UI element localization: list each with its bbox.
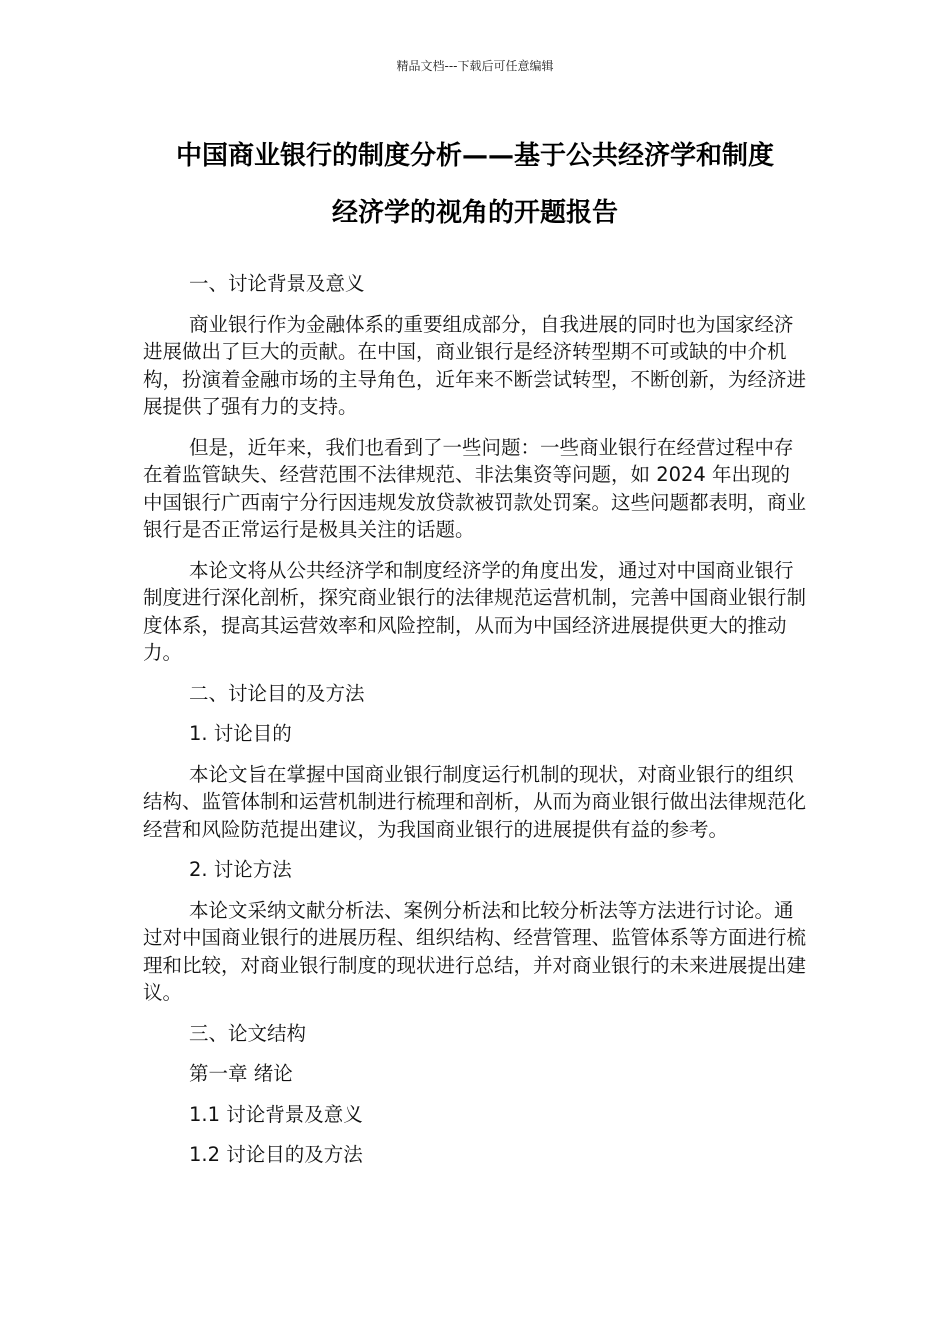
document-body [143,270,807,1182]
subsection-heading: 2. 讨论方法 [189,858,292,881]
title-line-1: 中国商业银行的制度分析——基于公共经济学和制度 [175,141,774,171]
section-heading: 三、论文结构 [189,1021,307,1045]
outline-item: 1.2 讨论目的及方法 [189,1143,363,1166]
paragraph: 本论文采纳文献分析法、案例分析法和比较分析法等方法进行讨论。通过对中国商业银行的进展历程、组织结构、经营管理、监管体系等方面进行梳理和比较，对商业银行制度的现状进行总结，并对商业银行的未来进展提出建议。 [143,898,807,1004]
chapter-heading: 第一章 绪论 [189,1062,293,1085]
paragraph: 本论文将从公共经济学和制度经济学的角度出发，通过对中国商业银行制度进行深化剖析，探究商业银行的法律规范运营机制，完善中国商业银行制度体系，提高其运营效率和风险控制，从而为中国经济进展提供更大的推动力。 [143,558,807,664]
outline-item: 1.1 讨论背景及意义 [189,1102,363,1126]
page-header: 精品文档---下载后可任意编辑 [396,59,554,73]
subsection-heading: 1. 讨论目的 [189,722,292,745]
section-heading: 一、讨论背景及意义 [189,272,365,295]
paragraph: 本论文旨在掌握中国商业银行制度运行机制的现状，对商业银行的组织结构、监管体制和运营机制进行梳理和剖析，从而为商业银行做出法律规范化经营和风险防范提出建议，为我国商业银行的进展提供有益的参考。 [143,762,807,841]
document-title [143,128,807,242]
section-heading: 二、讨论目的及方法 [189,681,365,705]
title-line-2: 经济学的视角的开题报告 [331,198,618,228]
paragraph: 但是，近年来，我们也看到了一些问题：一些商业银行在经营过程中存在着监管缺失、经营范围不法律规范、非法集资等问题，如 2024 年出现的中国银行广西南宁分行因违规发放贷款被罚款处罚案。这些问题都表明，商业银行是否正常运行是极具关注的话题。 [143,435,807,541]
paragraph: 商业银行作为金融体系的重要组成部分，自我进展的同时也为国家经济进展做出了巨大的贡献。在中国，商业银行是经济转型期不可或缺的中介机构，扮演着金融市场的主导角色，近年来不断尝试转型，不断创新，为经济进展提供了强有力的支持。 [143,312,807,418]
